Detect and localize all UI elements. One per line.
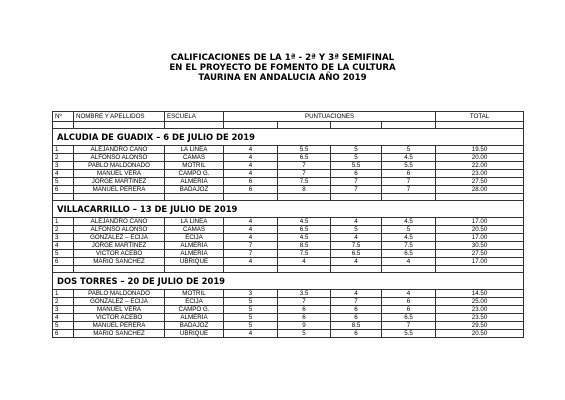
total-cell: 27.50	[436, 250, 524, 258]
school-cell: MOTRIL	[165, 290, 224, 298]
section-title: VILLACARRILLO – 13 DE JULIO DE 2019	[53, 201, 524, 218]
row-number-cell: 4	[53, 314, 74, 322]
header-school: ESCUELA	[165, 112, 224, 122]
spacer-row	[53, 122, 524, 129]
name-cell: ALFONSO ALONSO	[74, 154, 165, 162]
school-cell: ALMERÍA	[165, 250, 224, 258]
score-1-cell: 4	[224, 162, 278, 170]
total-cell: 28.00	[436, 186, 524, 194]
name-cell: VICTOR ACEBO	[74, 314, 165, 322]
score-4-cell: 5	[382, 226, 436, 234]
row-number-cell: 3	[53, 234, 74, 242]
school-cell: MOTRIL	[165, 162, 224, 170]
score-3-cell: 5	[331, 226, 382, 234]
total-cell: 23.00	[436, 170, 524, 178]
total-cell: 20.50	[436, 330, 524, 338]
school-cell: CAMPO G.	[165, 306, 224, 314]
document-title-line-2: EN EL PROYECTO DE FOMENTO DE LA CULTURA	[169, 63, 396, 73]
score-1-cell: 3	[224, 290, 278, 298]
name-cell: GONZÁLEZ – ECIJA	[74, 298, 165, 306]
score-1-cell: 5	[224, 322, 278, 330]
school-cell: ECIJA	[165, 234, 224, 242]
row-number-cell: 5	[53, 322, 74, 330]
spacer-cell	[53, 266, 74, 273]
score-1-cell: 4	[224, 146, 278, 154]
school-cell: ECIJA	[165, 298, 224, 306]
spacer-cell	[74, 266, 165, 273]
row-number-cell: 4	[53, 242, 74, 250]
table-row	[53, 146, 524, 154]
score-3-cell: 5.5	[331, 162, 382, 170]
score-3-cell: 8.5	[331, 322, 382, 330]
score-1-cell: 5	[224, 306, 278, 314]
school-cell: CAMAS	[165, 226, 224, 234]
spacer-cell	[331, 194, 382, 201]
total-cell: 23.00	[436, 306, 524, 314]
score-2-cell: 4	[278, 258, 331, 266]
score-3-cell: 7	[331, 186, 382, 194]
score-2-cell: 7	[278, 298, 331, 306]
spacer-cell	[74, 194, 165, 201]
row-number-cell: 6	[53, 330, 74, 338]
spacer-cell	[224, 122, 278, 129]
score-3-cell: 4	[331, 218, 382, 226]
total-cell: 27.50	[436, 178, 524, 186]
scores-table	[52, 111, 524, 338]
header-name: NOMBRE Y APELLIDOS	[74, 112, 165, 122]
table-row	[53, 178, 524, 186]
spacer-row	[53, 194, 524, 201]
name-cell: ALFONSO ALONSO	[74, 226, 165, 234]
table-row	[53, 234, 524, 242]
spacer-cell	[331, 122, 382, 129]
score-2-cell: 4.5	[278, 218, 331, 226]
score-4-cell: 7	[382, 178, 436, 186]
document-title-line-3: TAURINA EN ANDALUCIA AÑO 2019	[198, 73, 367, 83]
score-4-cell: 6.5	[382, 250, 436, 258]
spacer-cell	[165, 122, 224, 129]
name-cell: ALEJANDRO CANO	[74, 146, 165, 154]
score-3-cell: 6	[331, 314, 382, 322]
row-number-cell: 1	[53, 146, 74, 154]
school-cell: ALMERÍA	[165, 314, 224, 322]
table-row	[53, 258, 524, 266]
school-cell: BADAJOZ	[165, 322, 224, 330]
score-4-cell: 5.5	[382, 330, 436, 338]
score-1-cell: 5	[224, 298, 278, 306]
header-total: TOTAL	[436, 112, 524, 122]
score-1-cell: 4	[224, 258, 278, 266]
spacer-cell	[278, 194, 331, 201]
header-scores: PUNTUACIONES	[224, 112, 436, 122]
spacer-cell	[53, 122, 74, 129]
school-cell: UBRIQUE	[165, 330, 224, 338]
row-number-cell: 2	[53, 226, 74, 234]
score-4-cell: 6	[382, 306, 436, 314]
spacer-cell	[165, 266, 224, 273]
table-row	[53, 242, 524, 250]
row-number-cell: 3	[53, 162, 74, 170]
score-4-cell: 4	[382, 290, 436, 298]
name-cell: JORGE MARTINEZ	[74, 178, 165, 186]
score-4-cell: 6	[382, 170, 436, 178]
score-4-cell: 6	[382, 298, 436, 306]
name-cell: MANUEL PERERA	[74, 322, 165, 330]
table-row	[53, 170, 524, 178]
school-cell: ALMERÍA	[165, 242, 224, 250]
score-1-cell: 7	[224, 242, 278, 250]
table-row	[53, 298, 524, 306]
spacer-cell	[331, 266, 382, 273]
score-4-cell: 4.5	[382, 234, 436, 242]
score-1-cell: 5	[224, 314, 278, 322]
score-2-cell: 7.5	[278, 178, 331, 186]
row-number-cell: 1	[53, 218, 74, 226]
total-cell: 20.00	[436, 154, 524, 162]
spacer-cell	[436, 194, 524, 201]
name-cell: PABLO MALDONADO	[74, 290, 165, 298]
score-3-cell: 7.5	[331, 242, 382, 250]
table-row	[53, 226, 524, 234]
score-2-cell: 7.5	[278, 250, 331, 258]
document-title-line-1: CALIFICACIONES DE LA 1ª - 2ª Y 3ª SEMIFINAL	[170, 53, 395, 63]
section-title-row	[53, 129, 524, 146]
score-3-cell: 7	[331, 178, 382, 186]
row-number-cell: 1	[53, 290, 74, 298]
score-1-cell: 4	[224, 218, 278, 226]
score-2-cell: 8.5	[278, 242, 331, 250]
school-cell: LA LINEA	[165, 146, 224, 154]
school-cell: CAMPO G.	[165, 170, 224, 178]
spacer-cell	[382, 194, 436, 201]
score-2-cell: 5.5	[278, 146, 331, 154]
spacer-cell	[436, 122, 524, 129]
score-4-cell: 4.5	[382, 218, 436, 226]
score-1-cell: 6	[224, 178, 278, 186]
total-cell: 22.00	[436, 162, 524, 170]
spacer-cell	[224, 194, 278, 201]
scores-table-body	[53, 112, 524, 338]
name-cell: VICTOR ACEBO	[74, 250, 165, 258]
table-row	[53, 306, 524, 314]
school-cell: UBRIQUE	[165, 258, 224, 266]
name-cell: MARIO SANCHEZ	[74, 330, 165, 338]
score-1-cell: 6	[224, 186, 278, 194]
table-row	[53, 218, 524, 226]
name-cell: MANUEL VERA	[74, 306, 165, 314]
total-cell: 17.00	[436, 258, 524, 266]
spacer-cell	[278, 122, 331, 129]
score-3-cell: 4	[331, 234, 382, 242]
row-number-cell: 5	[53, 178, 74, 186]
school-cell: BADAJOZ	[165, 186, 224, 194]
section-title: ALCUDIA DE GUADIX – 6 DE JULIO DE 2019	[53, 129, 524, 146]
score-3-cell: 7	[331, 298, 382, 306]
spacer-row	[53, 266, 524, 273]
name-cell: PABLO MALDONADO	[74, 162, 165, 170]
row-number-cell: 4	[53, 170, 74, 178]
school-cell: CAMAS	[165, 154, 224, 162]
section-title: DOS TORRES – 20 DE JULIO DE 2019	[53, 273, 524, 290]
score-2-cell: 6.5	[278, 226, 331, 234]
name-cell: JORGE MARTÍNEZ	[74, 242, 165, 250]
table-row	[53, 162, 524, 170]
name-cell: MANUEL PERERA	[74, 186, 165, 194]
name-cell: MANUEL VERA	[74, 170, 165, 178]
score-3-cell: 4	[331, 258, 382, 266]
score-1-cell: 4	[224, 234, 278, 242]
score-2-cell: 3.5	[278, 290, 331, 298]
total-cell: 25.00	[436, 298, 524, 306]
row-number-cell: 6	[53, 258, 74, 266]
spacer-cell	[165, 194, 224, 201]
table-row	[53, 330, 524, 338]
spacer-cell	[74, 122, 165, 129]
row-number-cell: 2	[53, 154, 74, 162]
total-cell: 14.50	[436, 290, 524, 298]
score-1-cell: 7	[224, 250, 278, 258]
spacer-cell	[436, 266, 524, 273]
table-row	[53, 154, 524, 162]
score-3-cell: 6	[331, 306, 382, 314]
score-1-cell: 4	[224, 170, 278, 178]
score-4-cell: 7	[382, 186, 436, 194]
name-cell: ALEJANDRO CANO	[74, 218, 165, 226]
score-4-cell: 7	[382, 322, 436, 330]
spacer-cell	[224, 266, 278, 273]
table-row	[53, 250, 524, 258]
row-number-cell: 3	[53, 306, 74, 314]
section-title-row	[53, 273, 524, 290]
score-2-cell: 9	[278, 322, 331, 330]
table-row	[53, 290, 524, 298]
row-number-cell: 6	[53, 186, 74, 194]
total-cell: 20.50	[436, 226, 524, 234]
score-2-cell: 6.5	[278, 154, 331, 162]
total-cell: 19.50	[436, 146, 524, 154]
table-row	[53, 314, 524, 322]
total-cell: 23.50	[436, 314, 524, 322]
spacer-cell	[382, 266, 436, 273]
score-1-cell: 4	[224, 330, 278, 338]
score-2-cell: 4.5	[278, 234, 331, 242]
school-cell: ALMERÍA	[165, 178, 224, 186]
score-3-cell: 4	[331, 290, 382, 298]
score-4-cell: 6.5	[382, 314, 436, 322]
score-2-cell: 7	[278, 162, 331, 170]
score-2-cell: 6	[278, 314, 331, 322]
score-3-cell: 6	[331, 330, 382, 338]
spacer-cell	[278, 266, 331, 273]
name-cell: MARIO SANCHEZ	[74, 258, 165, 266]
header-number: Nº	[53, 112, 74, 122]
score-4-cell: 4.5	[382, 154, 436, 162]
score-4-cell: 4	[382, 258, 436, 266]
score-2-cell: 8	[278, 186, 331, 194]
score-3-cell: 6	[331, 170, 382, 178]
score-3-cell: 6.5	[331, 250, 382, 258]
score-4-cell: 5.5	[382, 162, 436, 170]
row-number-cell: 2	[53, 298, 74, 306]
total-cell: 17.00	[436, 234, 524, 242]
score-2-cell: 6	[278, 306, 331, 314]
row-number-cell: 5	[53, 250, 74, 258]
school-cell: LA LINEA	[165, 218, 224, 226]
name-cell: GONZÁLEZ – ECIJA	[74, 234, 165, 242]
score-4-cell: 7.5	[382, 242, 436, 250]
section-title-row	[53, 201, 524, 218]
total-cell: 30.50	[436, 242, 524, 250]
score-2-cell: 5	[278, 330, 331, 338]
total-cell: 17.00	[436, 218, 524, 226]
table-row	[53, 322, 524, 330]
spacer-cell	[382, 122, 436, 129]
table-header-row	[53, 112, 524, 122]
total-cell: 29.50	[436, 322, 524, 330]
score-1-cell: 4	[224, 226, 278, 234]
score-3-cell: 5	[331, 154, 382, 162]
score-4-cell: 5	[382, 146, 436, 154]
score-2-cell: 7	[278, 170, 331, 178]
table-row	[53, 186, 524, 194]
score-1-cell: 4	[224, 154, 278, 162]
score-3-cell: 5	[331, 146, 382, 154]
spacer-cell	[53, 194, 74, 201]
